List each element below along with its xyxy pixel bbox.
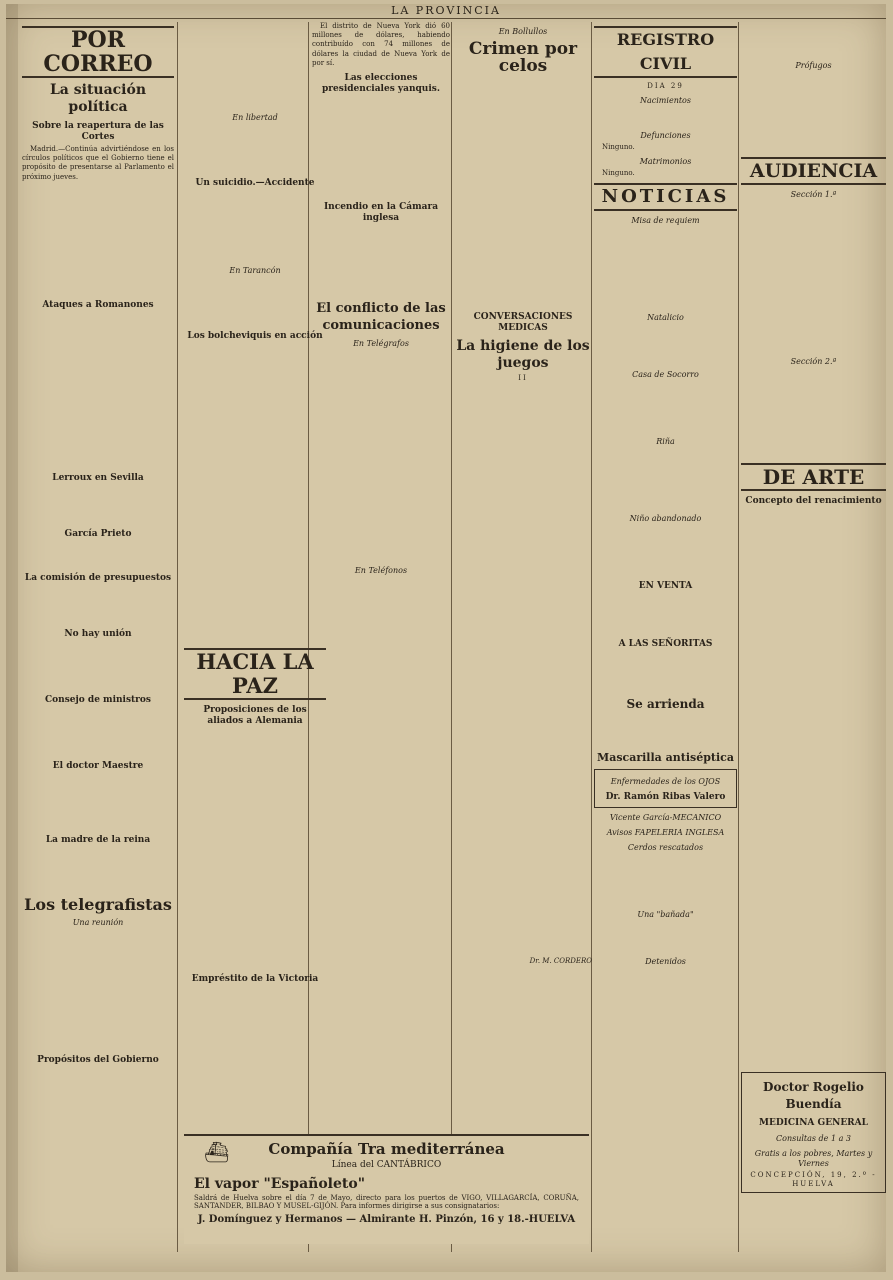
subhead-propositos: Propósitos del Gobierno (37, 1054, 159, 1065)
ship-details: Saldrá de Huelva sobre el día 7 de Mayo, directo para los puertos de VIGO, VILLAGARCÍA, CORUÑA, SANTANDER, BILBAO Y MUSEL-GIJÓN. Para informes dirigirse a sus consignatarios: (194, 1194, 579, 1210)
article-body-filler (22, 642, 174, 690)
masthead: LA PROVINCIA (6, 4, 886, 19)
article-body-filler (594, 715, 737, 745)
subhead-consejo: Consejo de ministros (45, 694, 151, 705)
subhead-elecciones: Las elecciones presidenciales yanquis. (322, 73, 440, 95)
subhead-suicidio: Un suicidio.—Accidente (195, 178, 315, 188)
subhead-reunion: Una reunión (72, 917, 124, 927)
subhead-bolcheviquis: Los bolcheviquis en acción (187, 331, 323, 341)
hacia-la-paz-banner: HACIA LA PAZ (184, 648, 326, 700)
headline-telegrafistas: Los telegrafistas (24, 894, 172, 914)
byline: Dr. M. CORDERO (529, 957, 592, 966)
noticias-banner: NOTICIAS (594, 183, 737, 211)
ad-address: CONCEPCIÓN, 19, 2.º - HUELVA (750, 1171, 877, 1189)
ad-line: MEDICINA GENERAL (759, 1118, 868, 1128)
article-body-filler (22, 774, 174, 830)
column-rule (177, 22, 178, 1252)
none-text: Ninguno. (602, 169, 635, 178)
ad-subtitle: Enfermedades de los OJOS (610, 776, 721, 786)
headline-comunicaciones: El conflicto de las comunicaciones (316, 301, 446, 334)
article-body-filler (22, 848, 174, 892)
article-body-filler (594, 228, 737, 308)
audiencia-banner: AUDIENCIA (741, 157, 886, 185)
agent: J. Domínguez y Hermanos — Almirante H. Pinzón, 16 y 18.-HUELVA (197, 1214, 576, 1225)
subhead-maestre: El doctor Maestre (52, 760, 144, 771)
article-body-filler (594, 449, 737, 509)
article-body-filler (184, 278, 326, 326)
ad-box (594, 769, 737, 808)
notice-title: Natalicio (647, 312, 684, 322)
subhead-cortes: Sobre la reapertura de las Cortes (32, 121, 164, 142)
subhead-no-hay-union: No hay unión (64, 628, 132, 639)
notice-title: Cerdos rescatados (627, 842, 704, 852)
column-3 (312, 22, 450, 1262)
article-body-filler (741, 22, 886, 56)
notice-title: A LAS SEÑORITAS (618, 638, 713, 649)
ad-line: Gratis a los pobres, Martes y Viernes (754, 1149, 873, 1168)
article-body-filler (594, 108, 737, 126)
column-5 (594, 22, 737, 1262)
article-body-filler (22, 486, 174, 524)
subhead-madre-reina: La madre de la reina (45, 834, 151, 845)
column-1 (22, 22, 174, 1262)
article-body-filler (184, 191, 326, 261)
article-text: El distrito de Nueva York dió 60 millones de dólares, habiendo contribuído con 74 millones de dólares la ciudad de Nueva York de por sí. (312, 22, 450, 67)
article-body-filler (184, 344, 326, 644)
section-label: Sección 1.ª (790, 190, 837, 199)
ad-name: Dr. Ramón Ribas Valero (605, 791, 726, 802)
article-body-filler (22, 586, 174, 624)
notice-title: Niño abandonado (629, 513, 702, 523)
subhead-libertad: En libertad (232, 113, 278, 122)
ship-title: El vapor "Españoleto" (194, 1176, 365, 1192)
part-number: II (518, 374, 528, 382)
matrimonios-label: Matrimonios (639, 157, 692, 167)
article-body-filler (22, 313, 174, 468)
headline-higiene: La higiene de los juegos (456, 338, 590, 371)
line-name: Línea del CANTÁBRICO (331, 1160, 442, 1170)
ad-line: Consultas de 1 a 3 (776, 1134, 851, 1143)
column-6 (741, 22, 886, 1262)
notice-title: Se arrienda (626, 696, 705, 711)
subhead-telegrafos: En Telégrafos (353, 339, 409, 349)
article-text: Madrid.—Continúa advirtiéndose en los círculos políticos que el Gobierno tiene el propósito de presentarse al Parlamento el próximo jueves. (22, 145, 174, 181)
article-body-filler (741, 369, 886, 459)
defunciones-label: Defunciones (640, 131, 691, 141)
none-text: Ninguno. (602, 143, 635, 152)
article-body-filler (184, 729, 326, 969)
subhead-presupuestos: La comisión de presupuestos (24, 572, 172, 583)
shipping-ad (184, 1134, 589, 1244)
column-4 (454, 22, 592, 1262)
kicker-bollullos: En Bollullos (498, 27, 548, 36)
notice-title: Riña (656, 436, 675, 446)
ad-title: Avisos FAPELERIA INGLESA (606, 827, 725, 837)
article-body-filler (22, 708, 174, 756)
article-body-filler (184, 125, 326, 173)
article-body-filler (22, 185, 174, 295)
article-body-filler (312, 226, 450, 296)
company-name: Compañía Tra mediterránea (268, 1140, 505, 1158)
article-body-filler (594, 325, 737, 365)
subhead-taranco: En Tarancón (229, 266, 281, 275)
subhead-garcia-prieto: García Prieto (64, 528, 132, 539)
article-body-filler (741, 202, 886, 352)
headline-situacion-politica: La situación política (49, 82, 147, 115)
article-body-filler (594, 526, 737, 576)
registro-civil-banner: REGISTRO CIVIL (594, 26, 737, 78)
article-body-filler (594, 652, 737, 692)
subhead-proposiciones: Proposiciones de los aliados a Alemania (203, 705, 307, 726)
date-line: DIA 29 (647, 82, 684, 90)
subhead-telefonos: En Teléfonos (354, 566, 408, 576)
notice-title: EN VENTA (638, 580, 693, 591)
column-2 (184, 22, 326, 1262)
section-label: Sección 2.ª (790, 357, 837, 366)
page-shadow (6, 4, 18, 1272)
subhead-emprestito: Empréstito de la Victoria (191, 974, 319, 984)
article-body-filler (22, 930, 174, 1050)
article-body-filler (454, 384, 592, 954)
notice-title: Detenidos (645, 956, 686, 966)
article-body-filler (454, 77, 592, 307)
notice-title: Casa de Socorro (632, 369, 699, 379)
nacimientos-label: Nacimientos (640, 96, 691, 106)
por-correo-banner: POR CORREO (22, 26, 174, 78)
article-body-filler (594, 855, 737, 905)
subhead-renacimiento: Concepto del renacimiento (745, 496, 882, 506)
article-body-filler (184, 22, 326, 108)
article-body-filler (741, 509, 886, 1069)
column-rule (451, 22, 452, 1252)
subhead-profugos: Prófugos (795, 61, 832, 70)
subhead-lerroux: Lerroux en Sevilla (52, 472, 144, 483)
article-body-filler (594, 922, 737, 952)
ship-icon: ⛴ (204, 1140, 230, 1164)
headline-crimen: Crimen por celos (468, 39, 578, 76)
subhead-romanones: Ataques a Romanones (42, 299, 154, 310)
subhead-incendio: Incendio en la Cámara inglesa (323, 202, 439, 224)
ad-title: Vicente García-MECANICO (609, 812, 722, 822)
column-rule (738, 22, 739, 1252)
newspaper-page (6, 4, 886, 1272)
notice-title: Una "bañada" (637, 909, 694, 919)
article-body-filler (594, 382, 737, 432)
de-arte-banner: DE ARTE (741, 463, 886, 491)
article-body-filler (312, 351, 450, 561)
article-body-filler (741, 73, 886, 153)
doctor-ad (741, 1072, 886, 1193)
section-conversaciones: CONVERSACIONES MEDICAS (473, 312, 573, 333)
notice-title: Misa de requiem (631, 215, 700, 225)
notice-title: Mascarilla antiséptica (597, 750, 734, 764)
ad-doctor-name: Doctor Rogelio Buendía (763, 1080, 864, 1111)
article-body-filler (594, 594, 737, 634)
article-body-filler (312, 97, 450, 197)
article-body-filler (22, 542, 174, 568)
